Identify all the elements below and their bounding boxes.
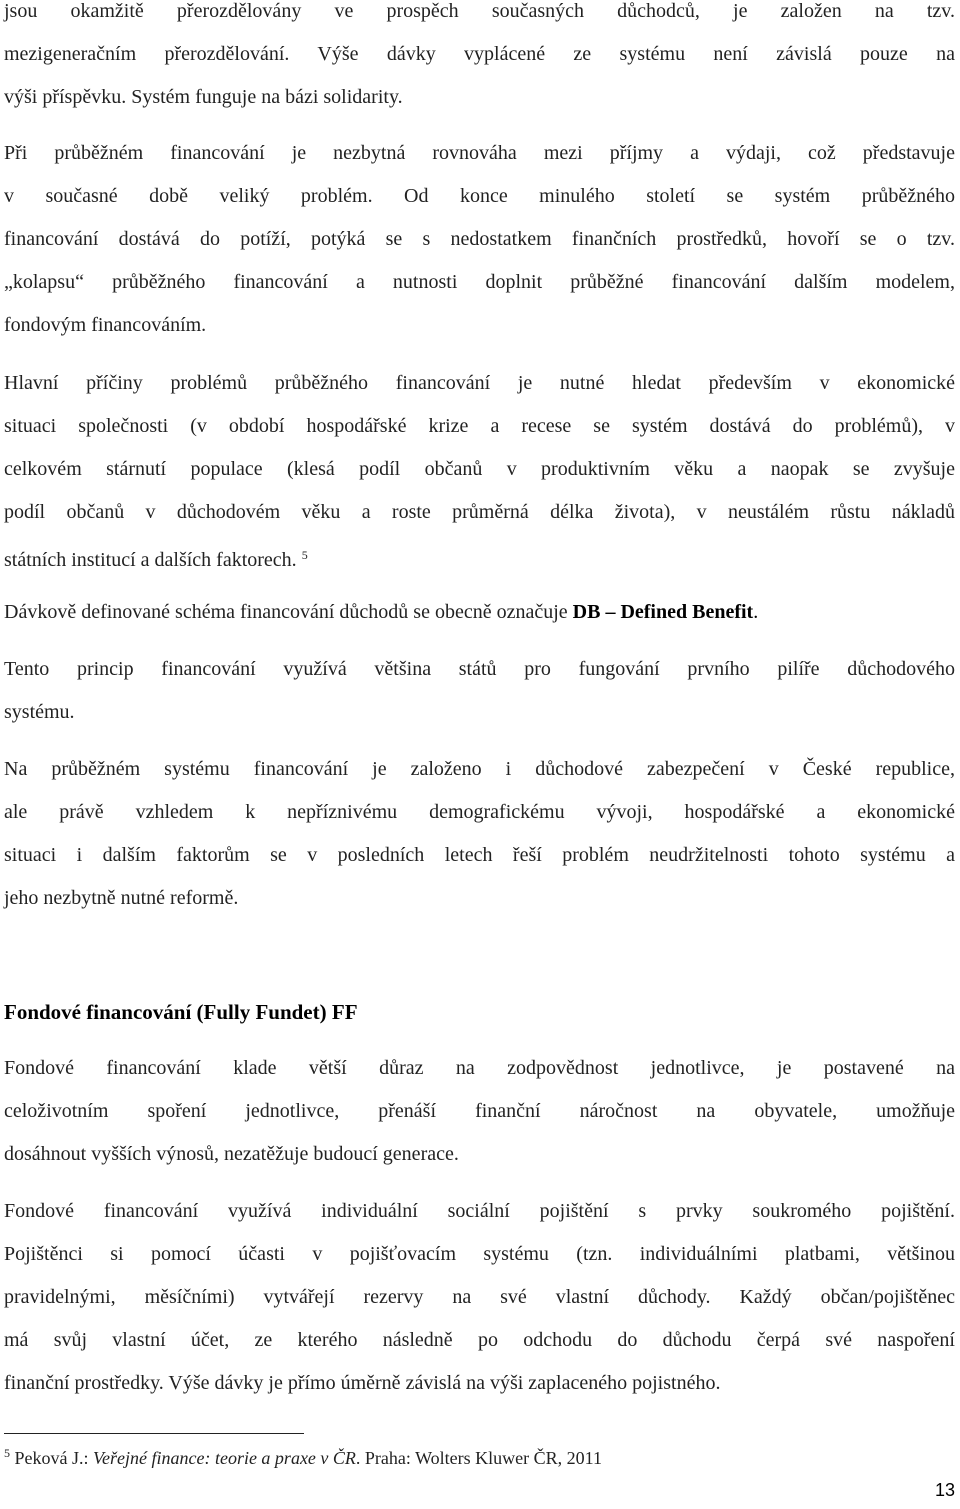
term-defined-benefit: DB – Defined Benefit [572, 601, 754, 623]
text-line: Na průběžném systému financování je založeno i důchodové zabezpečení v České republice, [4, 758, 955, 780]
text-line: dosáhnout vyšších výnosů, nezatěžuje budoucí generace. [4, 1143, 459, 1165]
paragraph-balance-problem [4, 132, 955, 347]
text-line: Pojištěnci si pomocí účasti v pojišťovacím systému (tzn. individuálními platbami, většinou [4, 1243, 955, 1265]
paragraph-pay-as-you-go-intro [4, 0, 955, 119]
paragraph-main-causes [4, 362, 955, 577]
text-line: situaci i dalším faktorům se v posledních letech řeší problém neudržitelnosti tohoto systému a [4, 844, 955, 866]
text-line: mezigeneračním přerozdělování. Výše dávky vyplácené ze systému není závislá pouze na [4, 43, 955, 65]
page-number: 13 [934, 1480, 955, 1500]
text-line: Při průběžném financování je nezbytná rovnováha mezi příjmy a výdaji, což představuje [4, 142, 955, 164]
text-line: financování dostává do potíží, potýká se s nedostatkem finančních prostředků, hovoří se o tzv. [4, 228, 955, 250]
footnote [4, 1439, 602, 1472]
text-line: „kolapsu“ průběžného financování a nutnosti doplnit průběžné financování dalším modelem, [4, 271, 955, 293]
text-line: systému. [4, 701, 75, 723]
text-line: Tento princip financování využívá většina států pro fungování prvního pilíře důchodového [4, 658, 955, 680]
text-line: Hlavní příčiny problémů průběžného financování je nutné hledat především v ekonomické [4, 372, 955, 394]
text-line: pravidelnými, měsíčními) vytvářejí rezervy na své vlastní důchody. Každý občan/pojištěnec [4, 1286, 955, 1308]
footnote-number: 5 [4, 1446, 10, 1460]
text-line: celkovém stárnutí populace (klesá podíl občanů v produktivním věku a naopak se zvyšuje [4, 458, 955, 480]
text-line: celoživotním spoření jednotlivce, přenáší finanční náročnost na obyvatele, umožňuje [4, 1100, 955, 1122]
text-line: Fondové financování využívá individuální sociální pojištění s prvky soukromého pojištění. [4, 1200, 955, 1222]
footnote-author: Peková J.: [14, 1448, 89, 1468]
footnote-divider [4, 1433, 304, 1434]
text-line: jeho nezbytně nutné reformě. [4, 887, 239, 909]
footnote-publisher: . Praha: Wolters Kluwer ČR, 2011 [355, 1448, 602, 1468]
text-line: Fondové financování klade větší důraz na zodpovědnost jednotlivce, je postavené na [4, 1057, 955, 1079]
text-line: finanční prostředky. Výše dávky je přímo úměrně závislá na výši zaplaceného pojistného. [4, 1372, 721, 1394]
text-line: má svůj vlastní účet, ze kterého následně po odchodu do důchodu čerpá své naspoření [4, 1329, 955, 1351]
paragraph-czech-republic [4, 748, 955, 920]
paragraph-fully-funded-intro [4, 1047, 955, 1176]
text-segment: Dávkově definované schéma financování důchodů se obecně označuje [4, 601, 568, 623]
text-line: v současné době veliký problém. Od konce minulého století se systém průběžného [4, 185, 955, 207]
text-line: výši příspěvku. Systém funguje na bázi solidarity. [4, 86, 403, 108]
section-heading: Fondové financování (Fully Fundet) FF [4, 1000, 358, 1024]
text-line [4, 534, 955, 577]
text-line [4, 591, 955, 634]
text-segment: státních institucí a dalších faktorech. [4, 549, 297, 571]
text-line: fondovým financováním. [4, 314, 207, 336]
paragraph-individual-insurance [4, 1190, 955, 1405]
footnote-title: Veřejné finance: teorie a praxe v ČR [93, 1448, 356, 1468]
text-line: jsou okamžitě přerozdělovány ve prospěch současných důchodců, je založen na tzv. [4, 0, 955, 22]
text-line: podíl občanů v důchodovém věku a roste průměrná délka života), v neustálém růstu nákladů [4, 501, 955, 523]
paragraph-defined-benefit [4, 591, 955, 634]
text-line: ale právě vzhledem k nepříznivému demografickému vývoji, hospodářské a ekonomické [4, 801, 955, 823]
text-line: situaci společnosti (v období hospodářské krize a recese se systém dostává do problémů), v [4, 415, 955, 437]
footnote-reference: 5 [301, 548, 308, 562]
text-segment: . [753, 601, 759, 623]
paragraph-first-pillar [4, 648, 955, 734]
